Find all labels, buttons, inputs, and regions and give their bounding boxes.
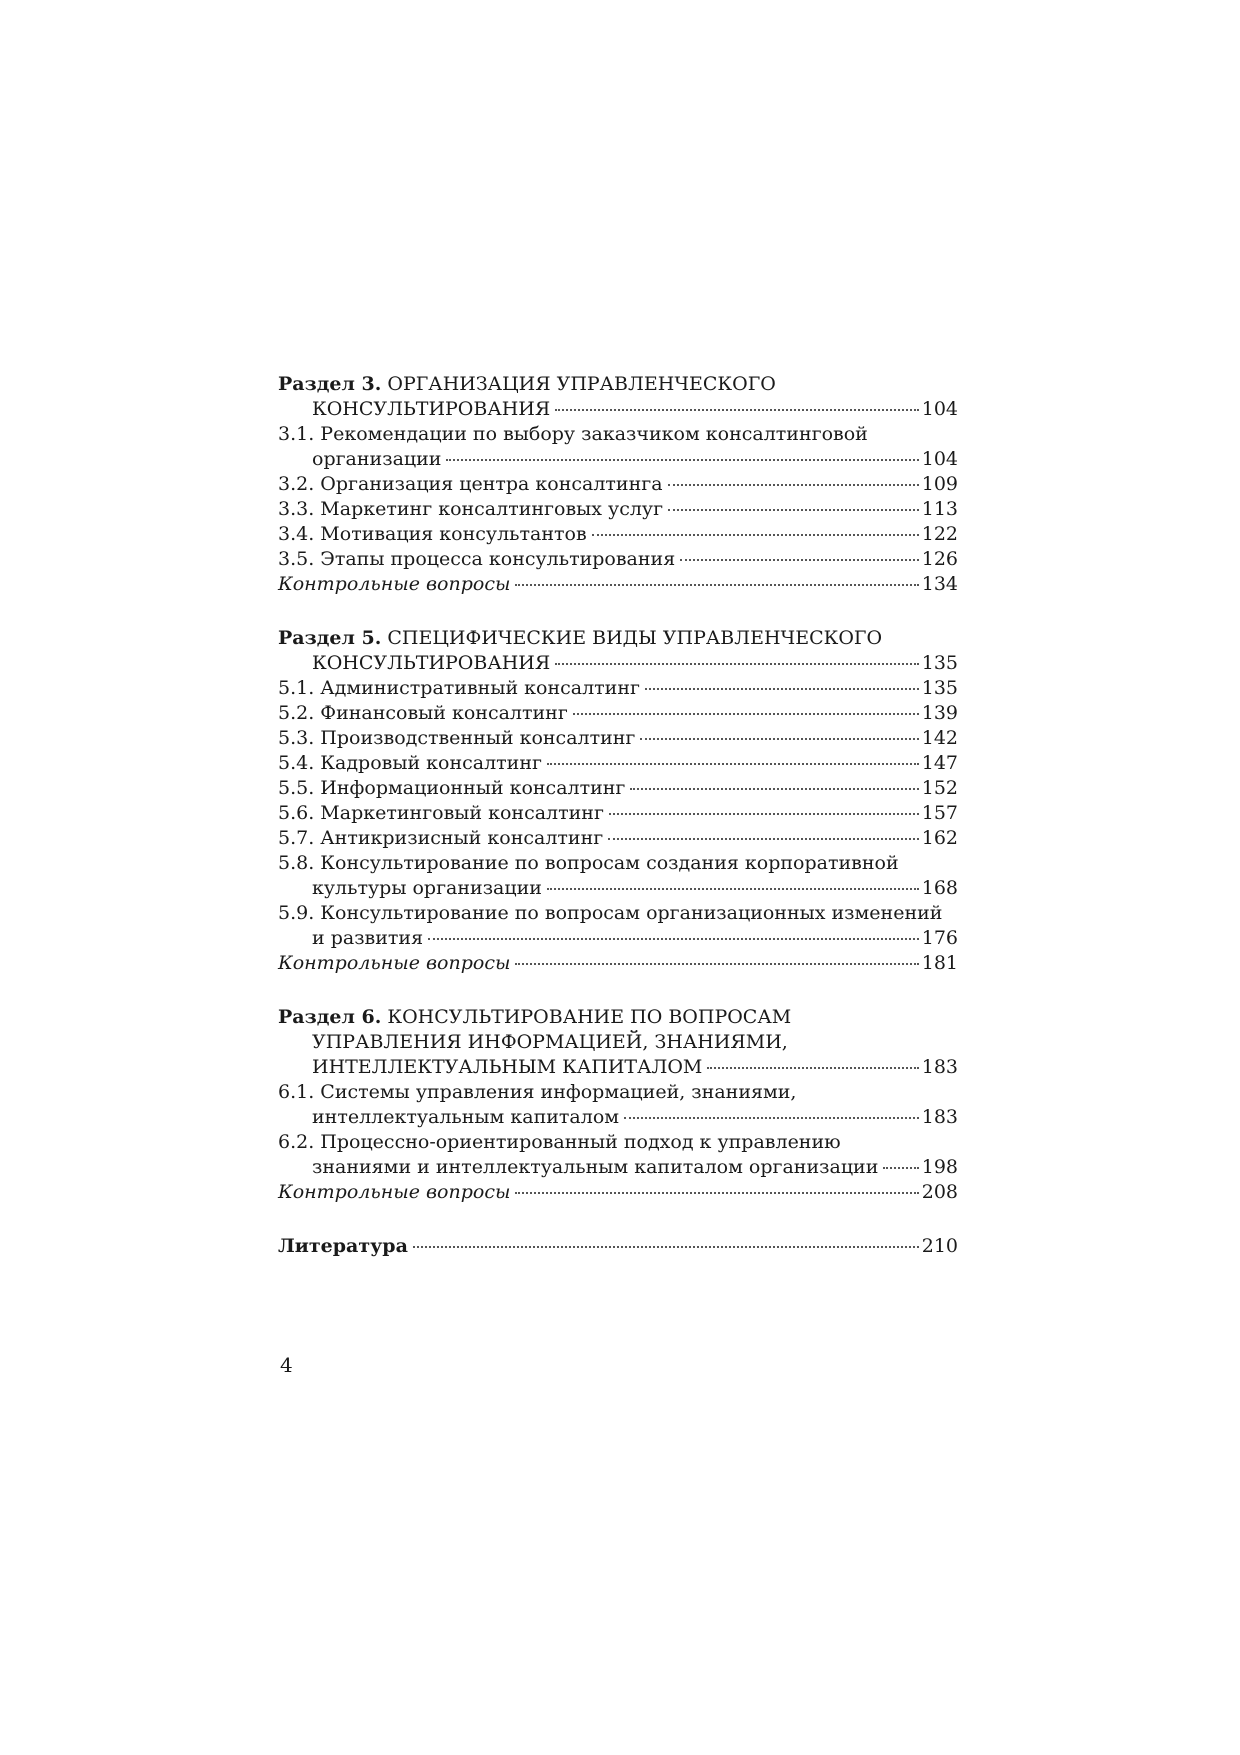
leader-dots bbox=[707, 1067, 918, 1069]
page-ref: 198 bbox=[921, 1156, 958, 1178]
toc-entry[interactable]: 5.5. Информационный консалтинг 152 bbox=[278, 777, 958, 799]
section-heading bbox=[278, 1005, 958, 1030]
page-ref: 152 bbox=[921, 777, 958, 799]
toc-entry[interactable]: 5.7. Антикризисный консалтинг 162 bbox=[278, 827, 958, 849]
page-ref: 183 bbox=[921, 1106, 958, 1128]
leader-dots bbox=[668, 484, 919, 486]
leader-dots bbox=[413, 1246, 919, 1248]
section-label: Раздел 5. bbox=[278, 627, 382, 649]
page-ref: 147 bbox=[921, 752, 958, 774]
toc-entry[interactable]: знаниями и интеллектуальным капиталом организации 198 bbox=[312, 1156, 958, 1178]
page-ref: 139 bbox=[921, 702, 958, 724]
page-ref: 181 bbox=[921, 952, 958, 974]
section-label: Раздел 3. bbox=[278, 373, 382, 395]
toc-entry-line[interactable]: 6.2. Процессно-ориентированный подход к управлению bbox=[278, 1131, 841, 1153]
page-number: 4 bbox=[280, 1353, 293, 1377]
leader-dots bbox=[640, 738, 918, 740]
toc-entry-questions[interactable]: Контрольные вопросы 181 bbox=[278, 952, 958, 974]
page-ref: 113 bbox=[921, 498, 958, 520]
page-ref: 126 bbox=[921, 548, 958, 570]
page-ref: 168 bbox=[921, 877, 958, 899]
toc-entry-questions[interactable]: Контрольные вопросы 208 bbox=[278, 1181, 958, 1203]
section-heading bbox=[278, 372, 958, 397]
toc-section-3 bbox=[278, 372, 958, 597]
toc-entry[interactable]: 5.1. Административный консалтинг 135 bbox=[278, 677, 958, 699]
section-title: КОНСУЛЬТИРОВАНИЕ ПО ВОПРОСАМ bbox=[381, 1006, 792, 1028]
leader-dots bbox=[547, 763, 919, 765]
page-ref: 134 bbox=[921, 573, 958, 595]
toc-entry-line[interactable]: 5.9. Консультирование по вопросам организационных изменений bbox=[278, 902, 943, 924]
page-ref: 210 bbox=[921, 1235, 958, 1257]
toc-entry-line[interactable]: 5.8. Консультирование по вопросам создания корпоративной bbox=[278, 852, 899, 874]
page-ref: 135 bbox=[921, 677, 958, 699]
toc-entry[interactable]: 5.6. Маркетинговый консалтинг 157 bbox=[278, 802, 958, 824]
leader-dots bbox=[668, 509, 919, 511]
leader-dots bbox=[515, 584, 918, 586]
toc-entry[interactable]: 3.2. Организация центра консалтинга 109 bbox=[278, 473, 958, 495]
toc-entry[interactable]: КОНСУЛЬТИРОВАНИЯ 135 bbox=[312, 652, 958, 674]
toc-section-5 bbox=[278, 626, 958, 976]
toc-entry-line[interactable]: 6.1. Системы управления информацией, знаниями, bbox=[278, 1081, 797, 1103]
section-title-cont: КОНСУЛЬТИРОВАНИЯ bbox=[312, 398, 551, 420]
toc-entry[interactable]: ИНТЕЛЛЕКТУАЛЬНЫМ КАПИТАЛОМ 183 bbox=[312, 1056, 958, 1078]
page-ref: 109 bbox=[921, 473, 958, 495]
leader-dots bbox=[555, 663, 919, 665]
leader-dots bbox=[608, 838, 919, 840]
toc-entry[interactable]: 3.4. Мотивация консультантов 122 bbox=[278, 523, 958, 545]
toc-section-6 bbox=[278, 1005, 958, 1205]
toc-entry[interactable]: и развития 176 bbox=[312, 927, 958, 949]
leader-dots bbox=[680, 559, 919, 561]
leader-dots bbox=[555, 409, 919, 411]
leader-dots bbox=[883, 1167, 918, 1169]
section-title: СПЕЦИФИЧЕСКИЕ ВИДЫ УПРАВЛЕНЧЕСКОГО bbox=[381, 627, 883, 649]
page-ref: 142 bbox=[921, 727, 958, 749]
page-ref: 183 bbox=[921, 1056, 958, 1078]
toc-entry[interactable]: 3.5. Этапы процесса консультирования 126 bbox=[278, 548, 958, 570]
page-ref: 208 bbox=[921, 1181, 958, 1203]
leader-dots bbox=[609, 813, 919, 815]
section-label: Раздел 6. bbox=[278, 1006, 382, 1028]
page-ref: 104 bbox=[921, 448, 958, 470]
page-ref: 122 bbox=[921, 523, 958, 545]
leader-dots bbox=[645, 688, 919, 690]
page-ref: 135 bbox=[921, 652, 958, 674]
leader-dots bbox=[630, 788, 918, 790]
section-heading bbox=[278, 626, 958, 651]
leader-dots bbox=[515, 963, 918, 965]
leader-dots bbox=[446, 459, 918, 461]
toc-entry-line[interactable]: 3.1. Рекомендации по выбору заказчиком консалтинговой bbox=[278, 423, 868, 445]
toc-entry-literature[interactable]: Литература 210 bbox=[278, 1235, 958, 1257]
page-ref: 157 bbox=[921, 802, 958, 824]
toc-entry[interactable]: 5.2. Финансовый консалтинг 139 bbox=[278, 702, 958, 724]
section-title: ОРГАНИЗАЦИЯ УПРАВЛЕНЧЕСКОГО bbox=[381, 373, 776, 395]
leader-dots bbox=[515, 1192, 918, 1194]
toc-entry[interactable]: 5.4. Кадровый консалтинг 147 bbox=[278, 752, 958, 774]
toc-entry[interactable]: интеллектуальным капиталом 183 bbox=[312, 1106, 958, 1128]
table-of-contents bbox=[278, 372, 958, 1259]
leader-dots bbox=[592, 534, 919, 536]
leader-dots bbox=[428, 938, 919, 940]
page-ref: 162 bbox=[921, 827, 958, 849]
toc-entry[interactable]: организации 104 bbox=[312, 448, 958, 470]
toc-entry[interactable]: 5.3. Производственный консалтинг 142 bbox=[278, 727, 958, 749]
page-ref: 176 bbox=[921, 927, 958, 949]
toc-entry[interactable]: 3.3. Маркетинг консалтинговых услуг 113 bbox=[278, 498, 958, 520]
page-ref: 104 bbox=[921, 398, 958, 420]
toc-entry[interactable]: культуры организации 168 bbox=[312, 877, 958, 899]
toc-entry[interactable] bbox=[278, 397, 958, 422]
section-title-cont: УПРАВЛЕНИЯ ИНФОРМАЦИЕЙ, ЗНАНИЯМИ, bbox=[312, 1031, 788, 1053]
leader-dots bbox=[624, 1117, 919, 1119]
leader-dots bbox=[573, 713, 919, 715]
leader-dots bbox=[547, 888, 919, 890]
toc-entry-questions[interactable]: Контрольные вопросы 134 bbox=[278, 573, 958, 595]
